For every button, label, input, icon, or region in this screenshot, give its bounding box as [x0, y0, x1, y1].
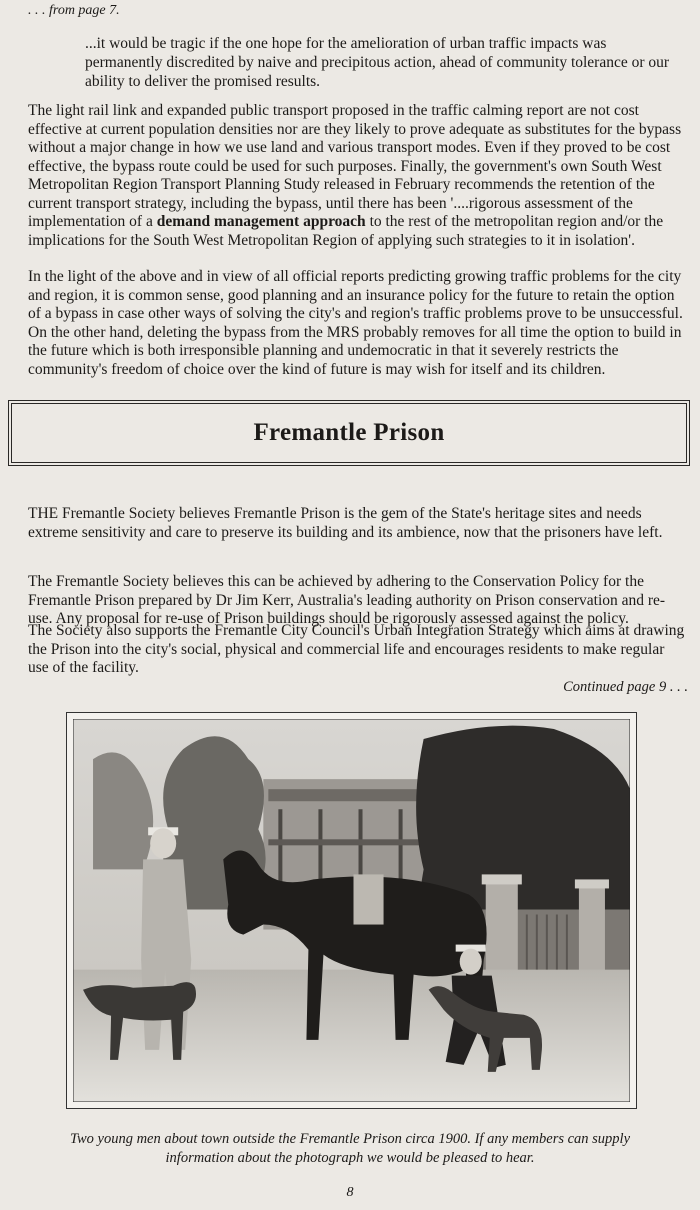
- quoted-passage: ...it would be tragic if the one hope for the amelioration of urban traffic impacts was permanently discredited by naive and precipitous action, ahead of community tolerance or our ability to deliver the promised results.: [85, 35, 670, 90]
- page-number: 8: [346, 1185, 354, 1200]
- continued-note: Continued page 9 . . .: [563, 679, 688, 695]
- paragraph-integration-strategy: The Society also supports the Fremantle City Council's Urban Integration Strategy which aims at drawing the Prison into the city's social, physical and commercial life and encourages residents to make regular use of the facility.: [28, 622, 685, 676]
- paragraph-conservation-policy: The Fremantle Society believes this can be achieved by adhering to the Conservation Policy for the Fremantle Prison prepared by Dr Jim Kerr, Australia's leading authority on Prison conservation and re-use. Any proposal for re-use of Prison buildings should be rigorously assessed against the policy.: [28, 573, 666, 627]
- historic-photograph: [66, 712, 637, 1109]
- paragraph-text-end: to the rest of the metropolitan region and/or the implications for the South West Metropolitan Region of applying such strategies to it in isolation'.: [28, 213, 664, 249]
- emphasis-text: demand management approach: [156, 213, 366, 230]
- paragraph-bypass-option: In the light of the above and in view of all official reports predicting growing traffic problems for the city and region, it is common sense, good planning and an insurance policy for the future to retain the option of a bypass in case other ways of solving the city's and region's traffic problems prove to be unsuccessful. On the other hand, deleting the bypass from the MRS probably removes for all time the option to build in the future which is both irresponsible planning and undemocratic in that it severely restricts the community's freedom of choice over the kind of future is may wish for itself and its children.: [28, 268, 683, 378]
- paragraph-prison-gem: THE Fremantle Society believes Fremantle Prison is the gem of the State's heritage sites and needs extreme sensitivity and care to preserve its building and its ambience, now that the prisoners have left.: [28, 505, 663, 541]
- photograph-image: [73, 719, 630, 1102]
- photo-caption: Two young men about town outside the Fremantle Prison circa 1900. If any members can supply information about the photograph we would be pleased to hear.: [69, 1131, 631, 1166]
- paragraph-light-rail: [28, 102, 686, 250]
- from-page-note: . . . from page 7.: [28, 3, 120, 18]
- paragraph-text: The light rail link and expanded public transport proposed in the traffic calming report are not cost effective at current population densities nor are they likely to prove adequate as substitutes for the bypass without a major change in how we use land and various transport modes. Even if they proved to be cost effective, the bypass route could be used for such purposes. Finally, the government's own South West Metropolitan Region Transport Planning Study released in February recommends the retention of the current transport strategy, including the bypass, until there has been '....rigorous assessment of the implementation of a: [28, 102, 682, 230]
- section-heading: Fremantle Prison: [253, 419, 445, 446]
- section-heading-box: [8, 400, 690, 466]
